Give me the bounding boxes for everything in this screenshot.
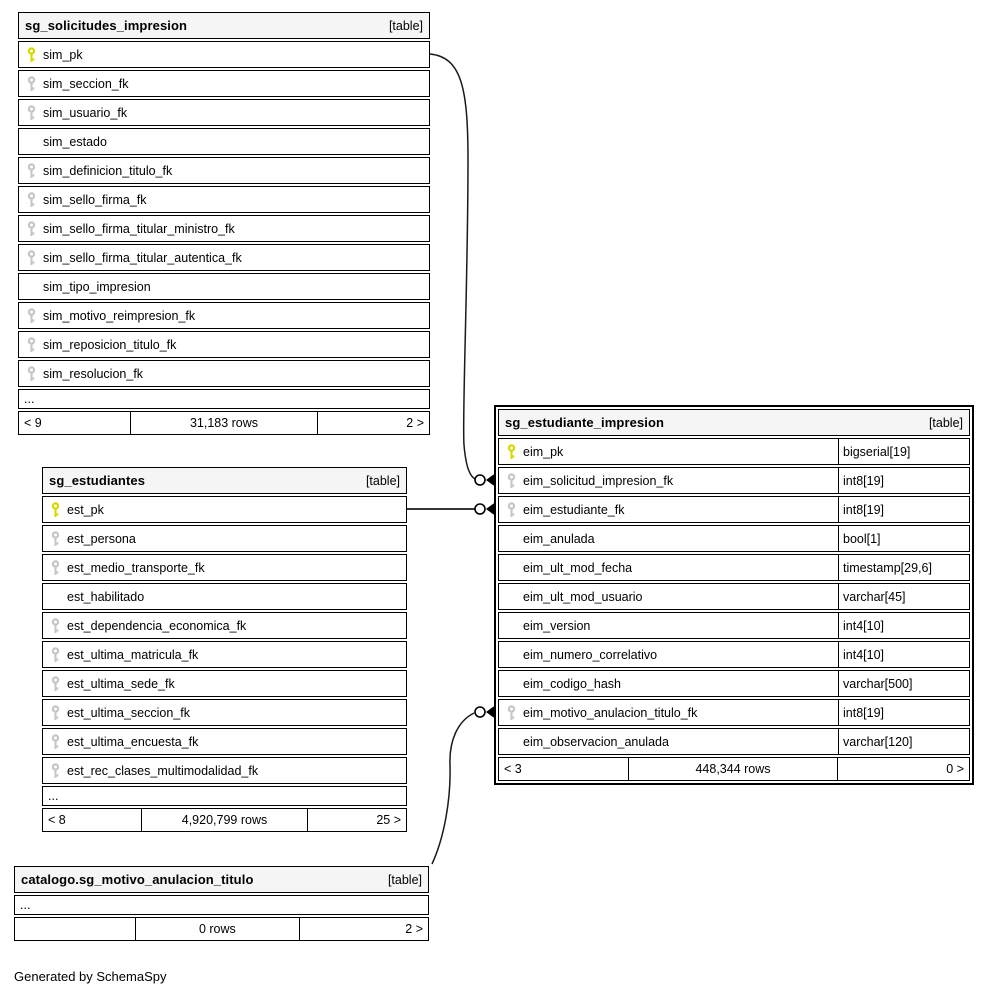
column-name: est_ultima_sede_fk (67, 676, 175, 691)
column-name: eim_observacion_anulada (523, 734, 669, 749)
table-node-sg_solicitudes_impresion[interactable] (18, 12, 430, 435)
column-row-eim_motivo_anulacion_titulo_fk (498, 699, 970, 726)
foreign-key-icon (43, 647, 67, 663)
footer-parents-count (15, 918, 135, 940)
generated-by-note: Generated by SchemaSpy (14, 969, 167, 984)
primary-key-icon (499, 444, 523, 460)
foreign-key-icon (19, 366, 43, 382)
column-row-eim_ult_mod_usuario (498, 583, 970, 610)
foreign-key-icon (43, 560, 67, 576)
ellipsis-row: ... (14, 895, 429, 915)
footer-rows-count: 31,183 rows (130, 412, 319, 434)
foreign-key-icon (19, 221, 43, 237)
foreign-key-icon (19, 308, 43, 324)
column-type: bool[1] (838, 526, 969, 551)
column-row-sim_sello_firma_fk (18, 186, 430, 213)
column-name: eim_anulada (523, 531, 595, 546)
column-name: eim_codigo_hash (523, 676, 621, 691)
footer-rows-count: 0 rows (135, 918, 300, 940)
column-name: est_dependencia_economica_fk (67, 618, 247, 633)
column-name: eim_ult_mod_fecha (523, 560, 633, 575)
ellipsis-row: ... (18, 389, 430, 409)
foreign-key-icon (19, 337, 43, 353)
column-name: sim_resolucion_fk (43, 366, 144, 381)
column-row-est_ultima_encuesta_fk (42, 728, 407, 755)
column-row-sim_seccion_fk (18, 70, 430, 97)
foreign-key-icon (19, 163, 43, 179)
table-type-badge: [table] (928, 415, 963, 430)
column-type: int8[19] (838, 700, 969, 725)
column-row-sim_definicion_titulo_fk (18, 157, 430, 184)
connector-solicitud-impresion (430, 54, 495, 487)
column-row-sim_reposicion_titulo_fk (18, 331, 430, 358)
column-name: eim_estudiante_fk (523, 502, 625, 517)
column-row-sim_motivo_reimpresion_fk (18, 302, 430, 329)
footer-parents-count: < 3 (504, 762, 522, 776)
primary-key-icon (43, 502, 67, 518)
foreign-key-icon (19, 250, 43, 266)
column-name: eim_ult_mod_usuario (523, 589, 643, 604)
footer-rows-count: 4,920,799 rows (141, 809, 308, 831)
foreign-key-icon (43, 618, 67, 634)
column-name: sim_sello_firma_titular_ministro_fk (43, 221, 235, 236)
foreign-key-icon (43, 734, 67, 750)
zero-cardinality-circle (475, 475, 485, 485)
column-row-est_habilitado (42, 583, 407, 610)
column-name: sim_seccion_fk (43, 76, 129, 91)
column-name: sim_estado (43, 134, 107, 149)
foreign-key-icon (19, 76, 43, 92)
table-footer (498, 757, 970, 781)
column-type: varchar[45] (838, 584, 969, 609)
column-row-est_ultima_sede_fk (42, 670, 407, 697)
zero-cardinality-circle (475, 707, 485, 717)
table-node-catalogo.sg_motivo_anulacion_titulo[interactable] (14, 866, 429, 941)
column-type: int4[10] (838, 642, 969, 667)
table-footer (42, 808, 407, 832)
connector-estudiante (407, 503, 495, 516)
table-header[interactable] (42, 467, 407, 494)
column-row-sim_tipo_impresion (18, 273, 430, 300)
column-name: sim_reposicion_titulo_fk (43, 337, 177, 352)
column-name: sim_usuario_fk (43, 105, 128, 120)
table-node-sg_estudiante_impresion[interactable] (494, 405, 974, 785)
column-name: eim_version (523, 618, 591, 633)
foreign-key-icon (499, 502, 523, 518)
column-name: sim_pk (43, 47, 83, 62)
column-name: sim_definicion_titulo_fk (43, 163, 173, 178)
column-name: sim_sello_firma_titular_autentica_fk (43, 250, 242, 265)
column-row-eim_solicitud_impresion_fk (498, 467, 970, 494)
ellipsis-row: ... (42, 786, 407, 806)
foreign-key-icon (43, 676, 67, 692)
column-name: sim_sello_firma_fk (43, 192, 147, 207)
column-name: est_pk (67, 502, 104, 517)
table-type-badge: [table] (387, 872, 422, 887)
column-type: varchar[120] (838, 729, 969, 754)
column-name: est_ultima_seccion_fk (67, 705, 190, 720)
column-name: est_rec_clases_multimodalidad_fk (67, 763, 259, 778)
footer-children-count: 2 > (405, 922, 423, 936)
column-row-est_persona (42, 525, 407, 552)
column-row-sim_sello_firma_titular_autentica_fk (18, 244, 430, 271)
table-title: sg_estudiantes (49, 473, 146, 488)
foreign-key-icon (43, 763, 67, 779)
foreign-key-icon (499, 473, 523, 489)
column-row-est_ultima_seccion_fk (42, 699, 407, 726)
table-type-badge: [table] (388, 18, 423, 33)
foreign-key-icon (19, 192, 43, 208)
column-row-sim_sello_firma_titular_ministro_fk (18, 215, 430, 242)
foreign-key-icon (43, 531, 67, 547)
column-row-eim_codigo_hash (498, 670, 970, 697)
column-row-est_medio_transporte_fk (42, 554, 407, 581)
column-name: est_medio_transporte_fk (67, 560, 205, 575)
footer-children-count: 25 > (376, 813, 401, 827)
table-title: sg_estudiante_impresion (505, 415, 665, 430)
foreign-key-icon (19, 105, 43, 121)
footer-children-count: 0 > (946, 762, 964, 776)
footer-rows-count: 448,344 rows (628, 758, 838, 780)
column-row-est_pk (42, 496, 407, 523)
column-type: int8[19] (838, 497, 969, 522)
column-row-est_rec_clases_multimodalidad_fk (42, 757, 407, 784)
column-type: bigserial[19] (838, 439, 969, 464)
footer-parents-count: < 9 (24, 416, 42, 430)
column-row-sim_pk (18, 41, 430, 68)
footer-parents-count: < 8 (48, 813, 66, 827)
table-footer (18, 411, 430, 435)
column-name: est_persona (67, 531, 136, 546)
column-row-est_dependencia_economica_fk (42, 612, 407, 639)
connector-motivo-anulacion (432, 706, 495, 865)
column-row-eim_pk (498, 438, 970, 465)
column-row-eim_observacion_anulada (498, 728, 970, 755)
table-footer (14, 917, 429, 941)
column-row-sim_estado (18, 128, 430, 155)
footer-children-count: 2 > (406, 416, 424, 430)
column-name: est_habilitado (67, 589, 145, 604)
column-name: eim_solicitud_impresion_fk (523, 473, 674, 488)
column-row-eim_ult_mod_fecha (498, 554, 970, 581)
column-name: sim_motivo_reimpresion_fk (43, 308, 196, 323)
column-type: timestamp[29,6] (838, 555, 969, 580)
column-row-sim_usuario_fk (18, 99, 430, 126)
table-title: catalogo.sg_motivo_anulacion_titulo (21, 872, 254, 887)
primary-key-icon (19, 47, 43, 63)
column-type: int4[10] (838, 613, 969, 638)
column-row-est_ultima_matricula_fk (42, 641, 407, 668)
column-name: eim_motivo_anulacion_titulo_fk (523, 705, 698, 720)
table-header[interactable] (498, 409, 970, 436)
table-node-sg_estudiantes[interactable] (42, 467, 407, 832)
column-row-eim_anulada (498, 525, 970, 552)
foreign-key-icon (43, 705, 67, 721)
column-row-eim_numero_correlativo (498, 641, 970, 668)
column-row-sim_resolucion_fk (18, 360, 430, 387)
foreign-key-icon (499, 705, 523, 721)
column-type: varchar[500] (838, 671, 969, 696)
column-row-eim_version (498, 612, 970, 639)
column-row-eim_estudiante_fk (498, 496, 970, 523)
column-type: int8[19] (838, 468, 969, 493)
table-title: sg_solicitudes_impresion (25, 18, 188, 33)
zero-cardinality-circle (475, 504, 485, 514)
column-name: eim_numero_correlativo (523, 647, 658, 662)
table-header[interactable] (14, 866, 429, 893)
column-name: eim_pk (523, 444, 564, 459)
column-name: est_ultima_matricula_fk (67, 647, 199, 662)
column-name: sim_tipo_impresion (43, 279, 151, 294)
column-name: est_ultima_encuesta_fk (67, 734, 199, 749)
table-header[interactable] (18, 12, 430, 39)
table-type-badge: [table] (365, 473, 400, 488)
